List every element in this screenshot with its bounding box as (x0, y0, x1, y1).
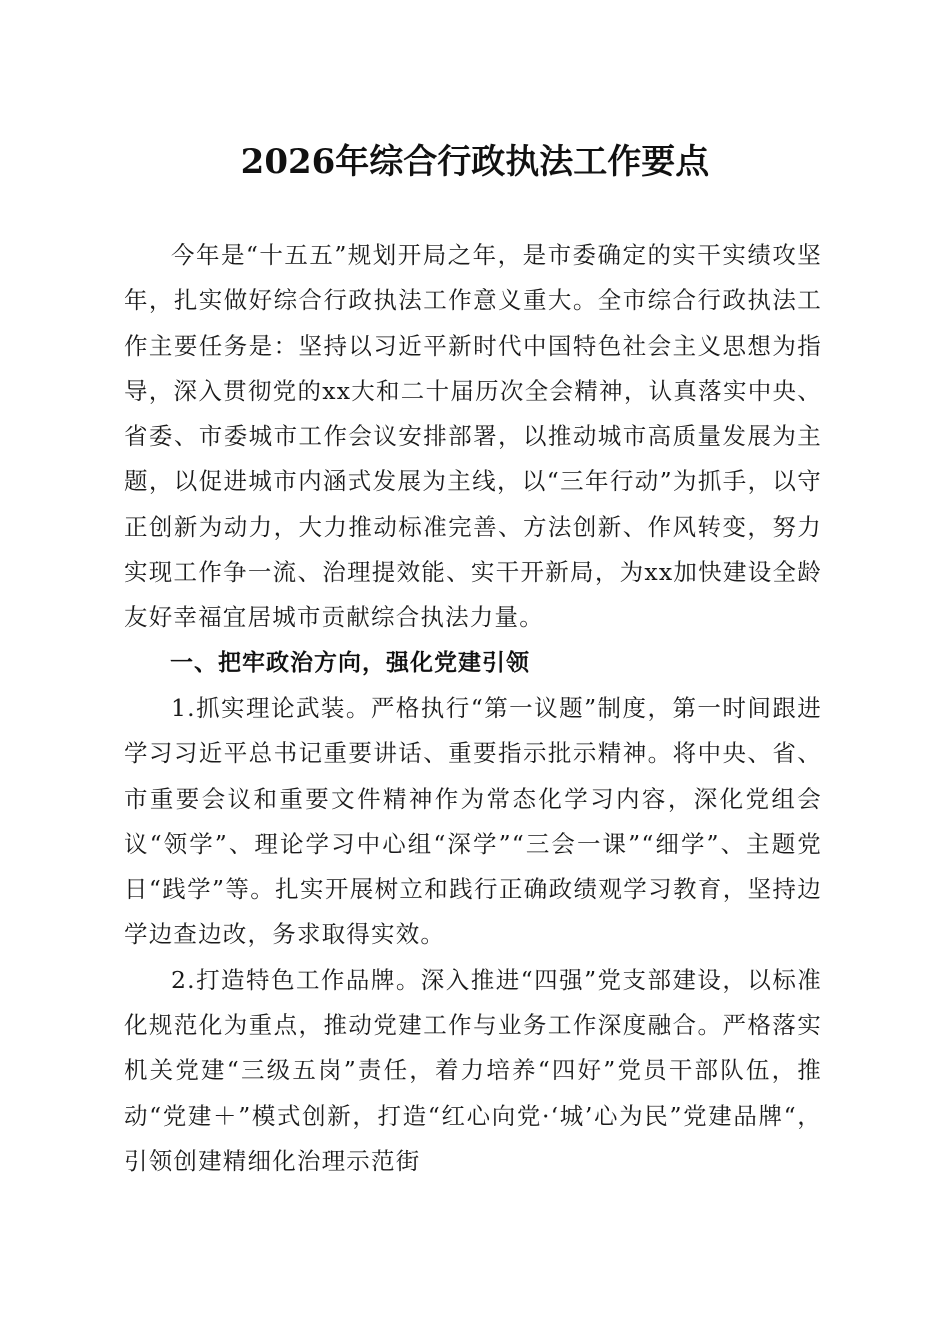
section-item-1: 1.抓实理论武装。严格执行“第一议题”制度，第一时间跟进学习习近平总书记重要讲话、重要指示批示精神。将中央、省、市重要会议和重要文件精神作为常态化学习内容，深化党组会议“领学”、理论学习中心组“深学”“三会一课”“细学”、主题党日“践学”等。扎实开展树立和践行正确政绩观学习教育，坚持边学边查边改，务求取得实效。 (124, 693, 822, 949)
section-heading: 一、把牢政治方向，强化党建引领 (170, 649, 530, 676)
document-body (124, 233, 822, 1184)
section-item-2: 2.打造特色工作品牌。深入推进“四强”党支部建设，以标准化规范化为重点，推动党建工作与业务工作深度融合。严格落实机关党建“三级五岗”责任，着力培养“四好”党员干部队伍，推动“党建＋”模式创新，打造“红心向党·‘城’心为民”党建品牌“，引领创建精细化治理示范街 (124, 965, 822, 1175)
intro-paragraph: 今年是“十五五”规划开局之年，是市委确定的实干实绩攻坚年，扎实做好综合行政执法工作意义重大。全市综合行政执法工作主要任务是：坚持以习近平新时代中国特色社会主义思想为指导，深入贯彻党的xx大和二十届历次全会精神，认真落实中央、省委、市委城市工作会议安排部署，以推动城市高质量发展为主题，以促进城市内涵式发展为主线，以“三年行动”为抓手，以守正创新为动力，大力推动标准完善、方法创新、作风转变，努力实现工作争一流、治理提效能、实干开新局，为xx加快建设全龄友好幸福宜居城市贡献综合执法力量。 (124, 241, 822, 632)
document-title: 2026年综合行政执法工作要点 (240, 142, 710, 182)
